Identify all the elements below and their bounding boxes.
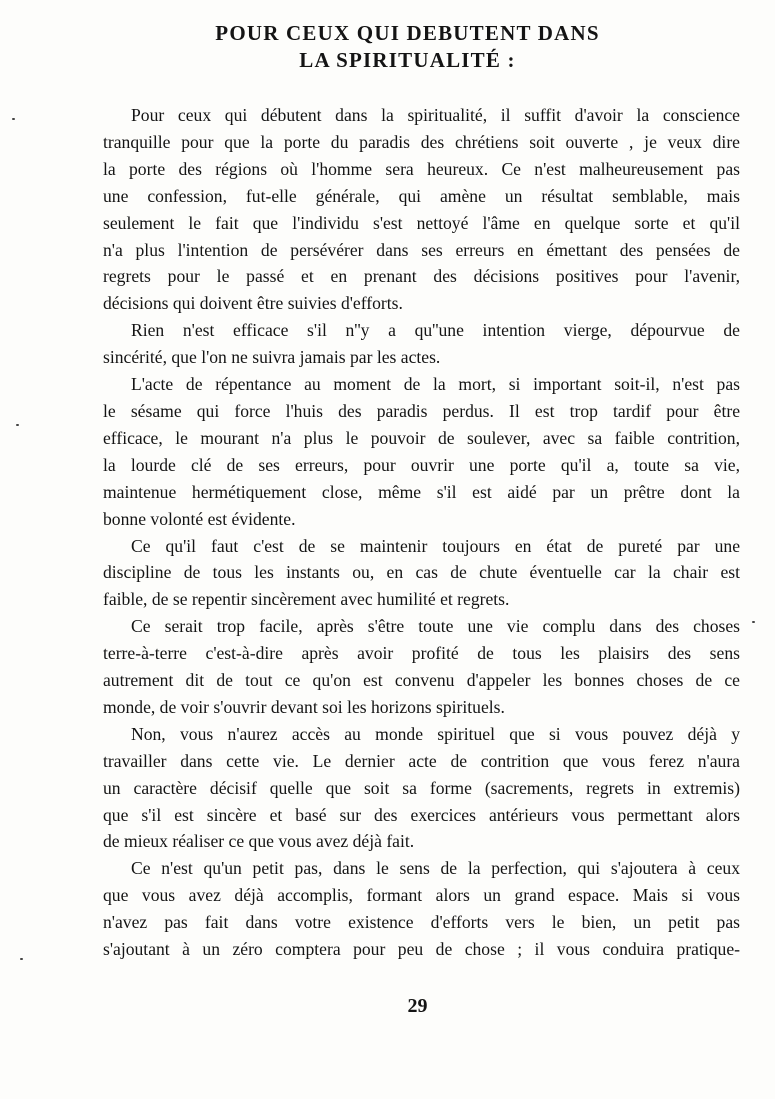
text-line: la lourde clé de ses erreurs, pour ouvrir une porte qu'il a, toute sa vie,: [103, 454, 740, 475]
text-line: seulement le fait que l'individu s'est nettoyé l'âme en quelque sorte et qu'il: [103, 212, 740, 233]
paragraph-5: [103, 613, 740, 721]
paragraph-4: [103, 533, 740, 614]
text-line: terre-à-terre c'est-à-dire après avoir profité de tous les plaisirs des sens: [103, 643, 740, 664]
scan-speck: [20, 958, 23, 960]
text-line: faible, de se repentir sincèrement avec humilité et regrets.: [103, 589, 510, 610]
scan-speck: [12, 118, 15, 120]
text-line: efficace, le mourant n'a plus le pouvoir de soulever, avec sa faible contrition,: [103, 427, 740, 448]
scan-speck: [752, 621, 755, 623]
text-line: sincérité, que l'on ne suivra jamais par les actes.: [103, 347, 441, 368]
text-line: Ce qu'il faut c'est de se maintenir toujours en état de pureté par une: [131, 535, 740, 556]
text-line: maintenue hermétiquement close, même s'il est aidé par un prêtre dont la: [103, 481, 740, 502]
paragraph-3: [103, 371, 740, 532]
text-line: n'avez pas fait dans votre existence d'efforts vers le bien, un petit pas: [103, 912, 740, 933]
text-line: n'a plus l'intention de persévérer dans ses erreurs en émettant des pensées de: [103, 239, 740, 260]
text-line: regrets pour le passé et en prenant des décisions positives pour l'avenir,: [103, 266, 740, 287]
page-heading: [0, 20, 775, 74]
text-line: autrement dit de tout ce qu'on est convenu d'appeler les bonnes choses de ce: [103, 670, 740, 691]
text-line: monde, de voir s'ouvrir devant soi les horizons spirituels.: [103, 696, 505, 717]
text-line: Ce serait trop facile, après s'être toute une vie complu dans des choses: [131, 616, 740, 637]
body-text: [103, 102, 740, 963]
text-line: que s'il est sincère et basé sur des exercices antérieurs vous permettant alors: [103, 804, 740, 825]
text-line: discipline de tous les instants ou, en cas de chute éventuelle car la chair est: [103, 562, 740, 583]
text-line: que vous avez déjà accomplis, formant alors un grand espace. Mais si vous: [103, 885, 740, 906]
paragraph-6: [103, 721, 740, 856]
heading-line-1: POUR CEUX QUI DEBUTENT DANS: [215, 21, 600, 45]
text-line: s'ajoutant à un zéro comptera pour peu de chose ; il vous conduira pratique-: [103, 939, 740, 960]
text-line: le sésame qui force l'huis des paradis perdus. Il est trop tardif pour être: [103, 400, 740, 421]
paragraph-2: [103, 317, 740, 371]
scan-speck: [16, 424, 19, 426]
text-line: une confession, fut-elle générale, qui amène un résultat semblable, mais: [103, 185, 740, 206]
text-line: Non, vous n'aurez accès au monde spirituel que si vous pouvez déjà y: [131, 723, 740, 744]
page-number: 29: [407, 995, 428, 1017]
text-line: Ce n'est qu'un petit pas, dans le sens de la perfection, qui s'ajoutera à ceux: [131, 858, 740, 879]
text-line: un caractère décisif quelle que soit sa forme (sacrements, regrets in extremis): [103, 777, 740, 798]
paragraph-1: [103, 102, 740, 317]
text-line: bonne volonté est évidente.: [103, 508, 296, 529]
text-line: L'acte de répentance au moment de la mort, si important soit-il, n'est pas: [131, 374, 740, 395]
text-line: de mieux réaliser ce que vous avez déjà fait.: [103, 831, 415, 852]
text-line: Pour ceux qui débutent dans la spiritualité, il suffit d'avoir la conscience: [131, 105, 740, 125]
paragraph-7: [103, 855, 740, 963]
text-line: la porte des régions où l'homme sera heureux. Ce n'est malheureusement pas: [103, 158, 740, 179]
text-line: Rien n'est efficace s'il n''y a qu''une intention vierge, dépourvue de: [131, 320, 740, 341]
text-line: tranquille pour que la porte du paradis des chrétiens soit ouverte , je veux dire: [103, 131, 740, 152]
text-line: travailler dans cette vie. Le dernier acte de contrition que vous ferez n'aura: [103, 750, 740, 771]
text-line: décisions qui doivent être suivies d'efforts.: [103, 293, 403, 314]
heading-line-2: LA SPIRITUALITÉ :: [299, 48, 516, 72]
